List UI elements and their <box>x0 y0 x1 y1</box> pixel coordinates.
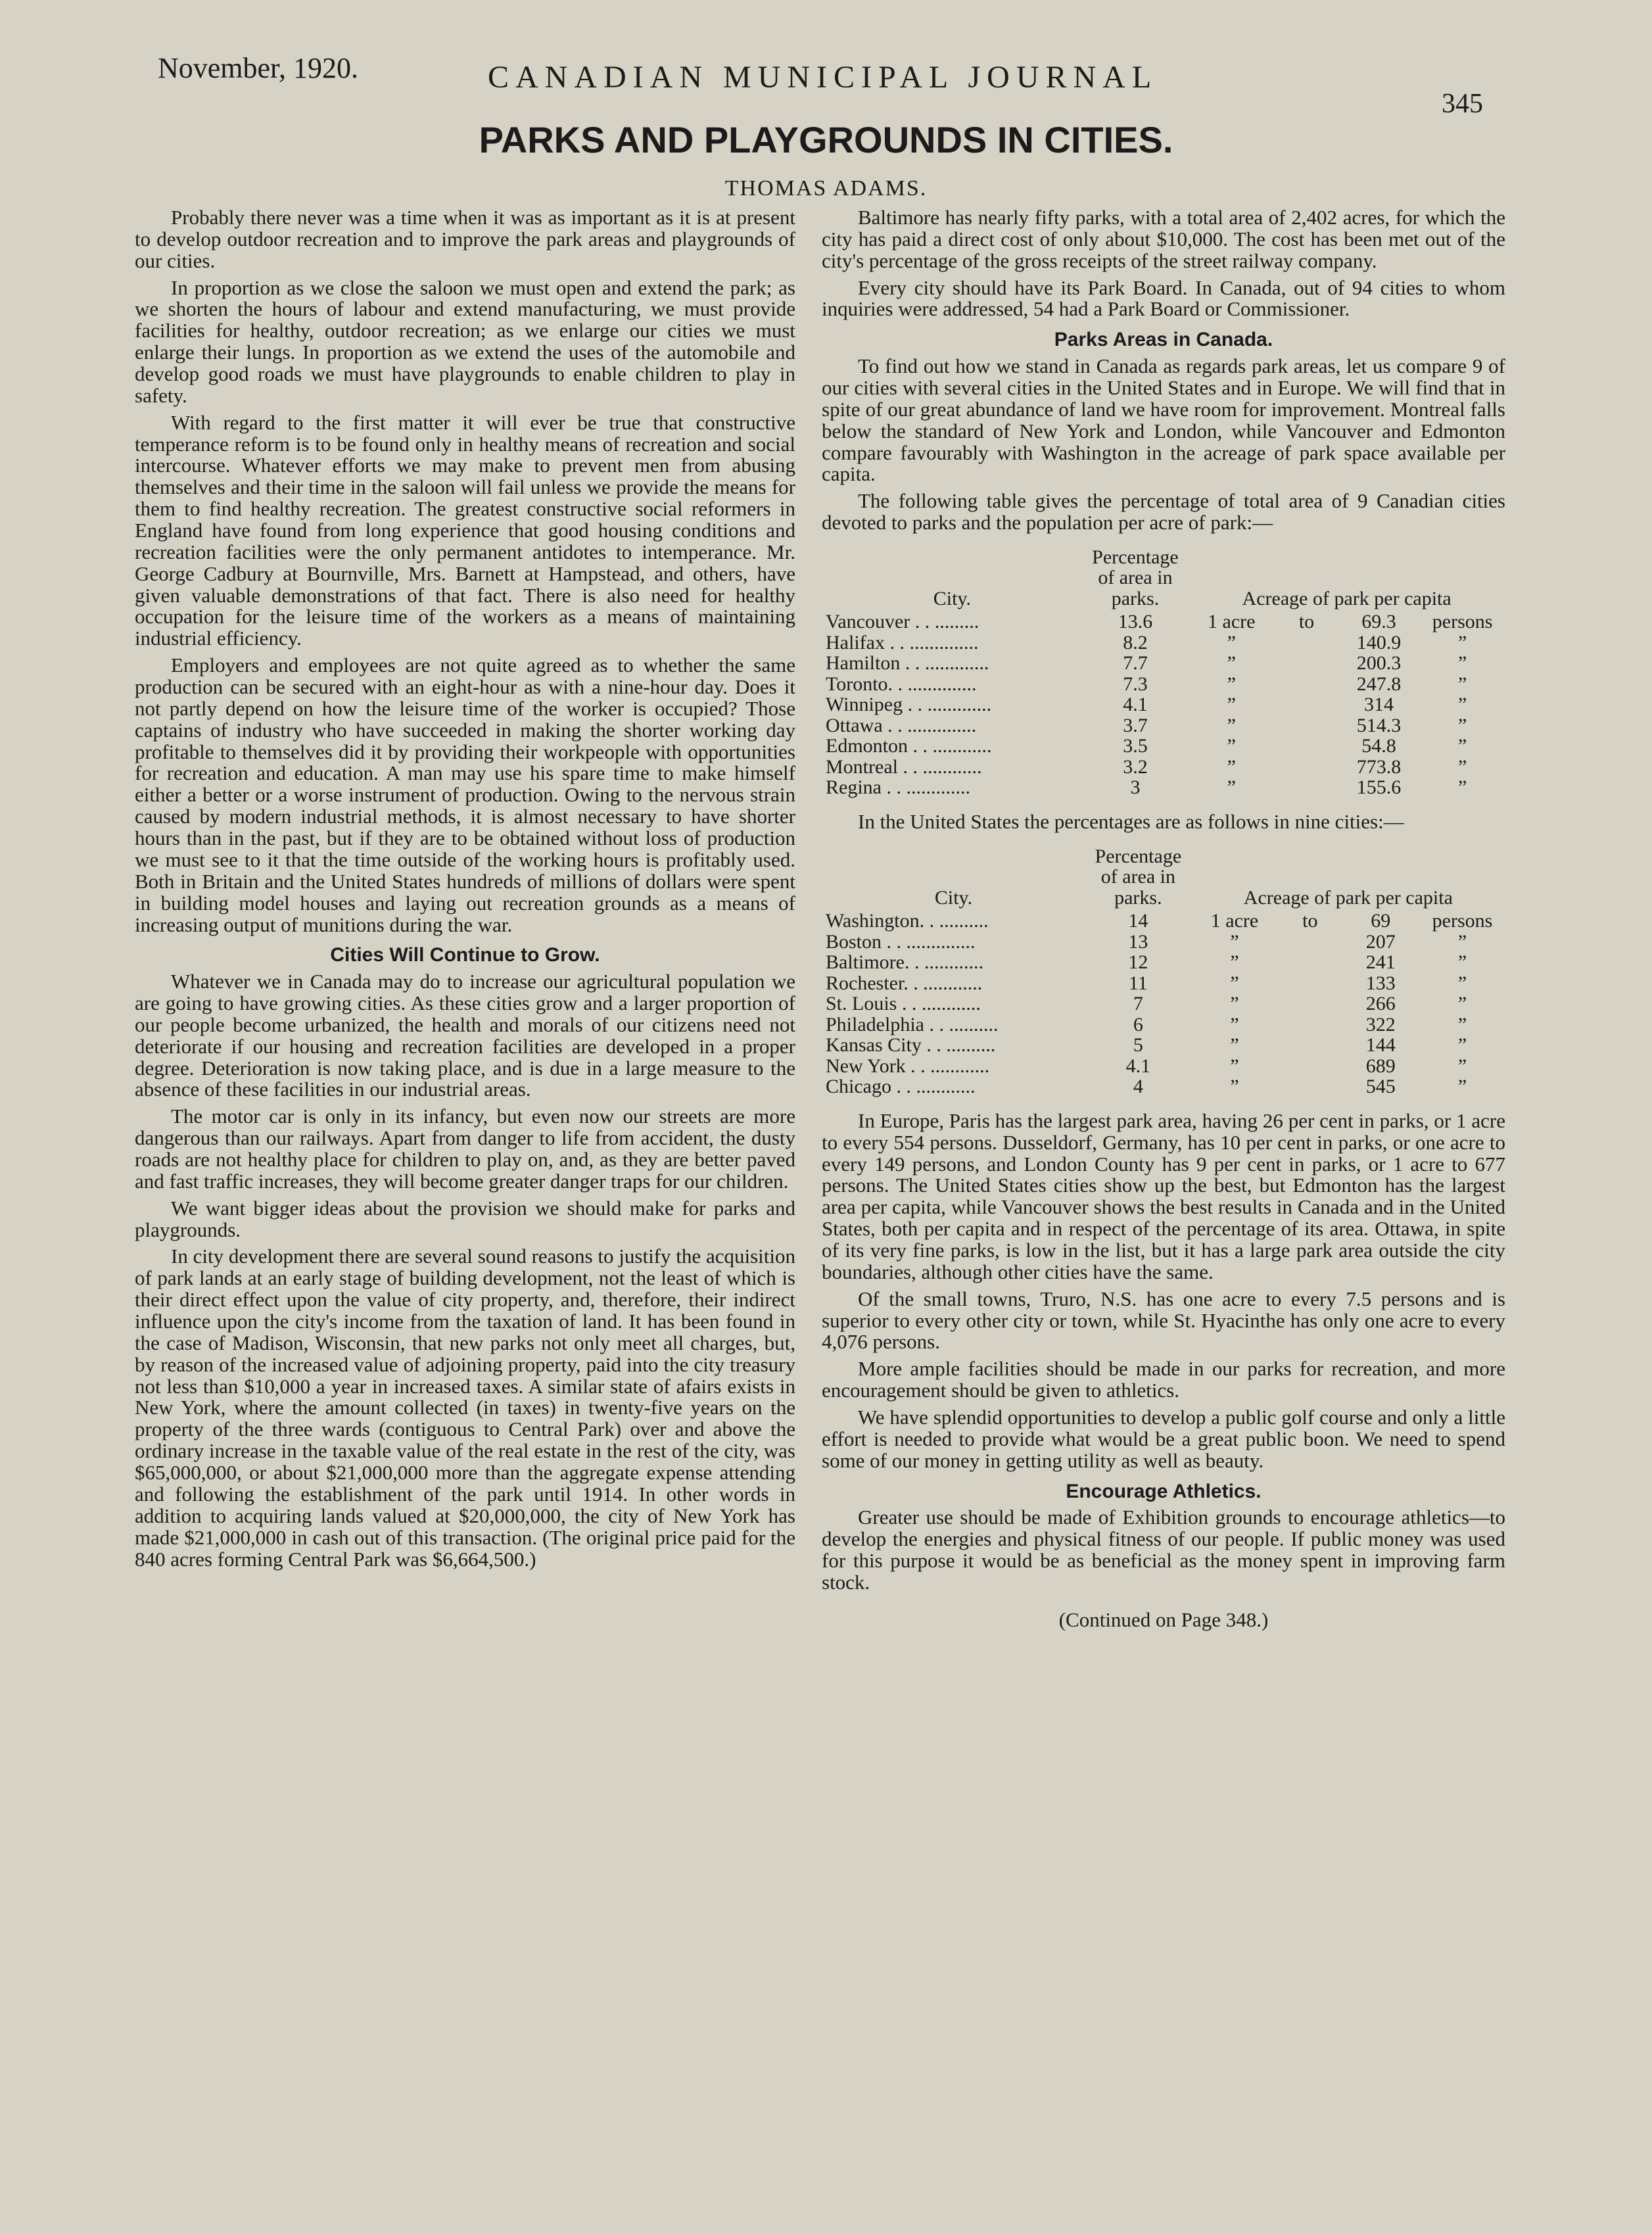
cell-persons: 69.3 <box>1361 611 1396 633</box>
cell-persons-label: ” <box>1457 930 1467 953</box>
cell-acre: ” <box>1227 631 1236 654</box>
cell-city: Rochester. . ............ <box>826 972 983 994</box>
cell-persons: 247.8 <box>1356 673 1402 695</box>
table-row <box>822 653 1505 674</box>
cell-percentage: 5 <box>1133 1034 1143 1057</box>
cell-persons-label: ” <box>1457 993 1467 1015</box>
cell-persons-label: ” <box>1457 735 1467 757</box>
table-row <box>822 715 1505 736</box>
page-number: 345 <box>1442 89 1483 119</box>
paragraph: The motor car is only in its infancy, but even now our streets are more dangerous than our railways. Apart from danger to life from accident, the dusty roads are not healthy place for children to play on, and, as they are better paved and fast traffic increases, they will become greater danger traps for our children. <box>135 1105 795 1193</box>
table-row <box>822 1056 1505 1077</box>
cell-to <box>1278 1076 1342 1097</box>
cell-percentage: 6 <box>1133 1013 1143 1035</box>
cell-city: Kansas City . . .......... <box>826 1034 996 1057</box>
cell-to <box>1275 715 1338 736</box>
cell-percentage: 3.7 <box>1123 714 1148 736</box>
left-column <box>135 207 795 1575</box>
table-row <box>822 777 1505 798</box>
cell-percentage: 14 <box>1128 910 1148 932</box>
cell-persons-label: ” <box>1457 972 1467 994</box>
cell-city: Philadelphia . . .......... <box>826 1013 999 1035</box>
cell-to: to <box>1302 910 1318 932</box>
cell-to <box>1275 757 1338 778</box>
cell-percentage: 7.7 <box>1123 652 1148 675</box>
cell-persons-label: ” <box>1457 652 1467 675</box>
cell-persons-label: ” <box>1457 951 1467 974</box>
cell-city: St. Louis . . ............ <box>826 993 981 1015</box>
cell-percentage: 4.1 <box>1123 694 1148 716</box>
paragraph: In city development there are several sound reasons to justify the acquisition of park lands at an early stage of building development, not the least of which is their direct effect upon the value of city property, and, therefore, their indirect influence upon the city's income from the taxation of land. It has been found in the case of Madison, Wisconsin, that new parks not only meet all charges, but, by reason of the increased value of adjoining property, paid into the city treasury not less than $10,000 a year in increased taxes. A similar state of afairs exists in New York, where the amount collected (in taxes) in twenty-five years on the property of the three wards (contiguous to Central Park) over and above the ordinary increase in the taxable value of the real estate in the rest of the city, was $65,000,000, or about $21,000,000 more than the aggregate expense attending and following the establishment of the park until 1914. In other words in addition to acquiring lands valued at $20,000,000, the city of New York has made $21,000,000 in cash out of this transaction. (The original price paid for the 840 acres forming Central Park was $6,664,500.) <box>135 1245 795 1571</box>
cell-acre: ” <box>1230 1076 1239 1098</box>
table-row <box>822 757 1505 778</box>
section-heading: Encourage Athletics. <box>1066 1480 1262 1502</box>
cell-acre: ” <box>1227 652 1236 675</box>
cell-to <box>1278 973 1342 994</box>
cell-to: to <box>1298 611 1315 633</box>
table-header-city: City. <box>933 587 971 609</box>
cell-acre: ” <box>1230 1055 1239 1077</box>
paragraph: Baltimore has nearly fifty parks, with a total area of 2,402 acres, for which the city has paid a direct cost of only about $10,000. The cost has been met out of the city's percentage of the gross receipts of the street railway company. <box>822 206 1505 272</box>
cell-city: Vancouver . . ......... <box>826 611 979 633</box>
table-header-acreage: Acreage of park per capita <box>1242 587 1451 609</box>
cell-persons: 54.8 <box>1361 735 1396 757</box>
cell-persons-label: ” <box>1457 694 1467 716</box>
cell-acre: ” <box>1227 673 1236 695</box>
cell-persons-label: ” <box>1457 776 1467 799</box>
cell-to <box>1278 952 1342 973</box>
cell-persons: 689 <box>1365 1055 1396 1077</box>
cell-acre: ” <box>1227 755 1236 778</box>
cell-persons: 266 <box>1365 993 1396 1015</box>
paragraph: In proportion as we close the saloon we must open and extend the park; as we shorten the hours of labour and extend manufacturing, we must provide facilities for healthy, outdoor recreation; as we enlarge our cities we must enlarge their lungs. In proportion as we extend the uses of the automobile and develop good roads we must have playgrounds to enable children to play in safety. <box>135 275 795 407</box>
cell-city: New York . . ............ <box>826 1055 990 1077</box>
cell-acre: ” <box>1227 714 1236 736</box>
canada-parks-table <box>822 547 1505 798</box>
article-author: THOMAS ADAMS. <box>724 176 928 201</box>
table-row <box>822 694 1505 715</box>
cell-percentage: 4 <box>1133 1076 1143 1098</box>
cell-persons-label: ” <box>1457 1055 1467 1077</box>
cell-acre: 1 acre <box>1210 910 1259 932</box>
cell-to <box>1278 1014 1342 1035</box>
cell-percentage: 12 <box>1128 951 1148 974</box>
right-column <box>822 207 1505 1631</box>
cell-to <box>1275 694 1338 715</box>
cell-persons-label: ” <box>1457 714 1467 736</box>
cell-percentage: 13.6 <box>1118 611 1153 633</box>
cell-persons: 773.8 <box>1356 755 1402 778</box>
article-title: PARKS AND PLAYGROUNDS IN CITIES. <box>479 119 1173 160</box>
cell-city: Edmonton . . ............ <box>826 735 992 757</box>
cell-to <box>1275 736 1338 757</box>
paragraph: Employers and employees are not quite agreed as to whether the same production can be secured with an eight-hour as with a nine-hour day. Does it not partly depend on how the leisure time of the worker is occupied? Those captains of industry who have succeeded in making the shorter working day profitable to themselves did it by providing their workpeople with opportunities for recreation and education. A man may use his spare time to make himself either a better or a worse instrument of production. Owing to the nervous strain caused by modern industrial methods, it is almost necessary to have shorter hours than in the past, but if they are to be obtained without loss of production we must see to it that the time outside of the working hours is profitably used. Both in Britain and the United States hundreds of millions of dollars were spent in building model houses and laying out recreation grounds as a means of increasing output of munitions during the war. <box>135 654 795 936</box>
cell-acre: ” <box>1230 1034 1239 1057</box>
cell-percentage: 4.1 <box>1125 1055 1151 1077</box>
cell-city: Toronto. . .............. <box>826 673 977 695</box>
table-header-city: City. <box>934 886 973 909</box>
cell-persons: 133 <box>1365 972 1396 994</box>
cell-persons-label: persons <box>1432 910 1493 932</box>
paragraph: More ample facilities should be made in our parks for recreation, and more encouragement should be given to athletics. <box>822 1357 1505 1402</box>
table-row <box>822 932 1505 953</box>
issue-date: November, 1920. <box>158 52 358 84</box>
table-row <box>822 1014 1505 1035</box>
cell-acre: ” <box>1230 972 1239 994</box>
cell-acre: ” <box>1230 1013 1239 1035</box>
paragraph: With regard to the first matter it will ever be true that constructive temperance reform is to be found only in healthy means of recreation and social intercourse. Whatever efforts we may make to prevent men from abusing themselves and their time in the saloon will fail unless we provide the means for them to find healthy recreation. The greatest constructive social reformers in England have found from long experience that good housing conditions and recreation facilities were the only permanent antidotes to intemperance. Mr. George Cadbury at Bournville, Mrs. Barnett at Hampstead, and others, have given valuable demonstrations of that fact. There is also need for healthy occupation for the leisure time of the workers as a means of maintaining industrial efficiency. <box>135 410 795 650</box>
paragraph: The following table gives the percentage of total area of 9 Canadian cities devoted to parks and the population per acre of park:— <box>822 489 1505 535</box>
cell-city: Ottawa . . .............. <box>826 714 977 736</box>
cell-persons-label: ” <box>1457 755 1467 778</box>
table-row <box>822 736 1505 757</box>
cell-city: Chicago . . ............ <box>826 1076 976 1098</box>
paragraph: Greater use should be made of Exhibition grounds to encourage athletics—to develop the energies and physical fitness of our people. If public money was used for this purpose it would be as beneficial as the money spent in improving farm stock. <box>822 1506 1505 1594</box>
cell-persons-label: ” <box>1457 631 1467 654</box>
table-row <box>822 674 1505 695</box>
cell-city: Winnipeg . . ............. <box>826 694 992 716</box>
cell-persons-label: ” <box>1457 1076 1467 1098</box>
cell-percentage: 11 <box>1128 972 1148 994</box>
table-row <box>822 1035 1505 1056</box>
cell-persons: 155.6 <box>1356 776 1402 799</box>
table-row <box>822 632 1505 654</box>
cell-percentage: 7 <box>1133 993 1143 1015</box>
journal-title: CANADIAN MUNICIPAL JOURNAL <box>488 60 1158 95</box>
cell-city: Montreal . . ............ <box>826 755 982 778</box>
paragraph: We have splendid opportunities to develop a public golf course and only a little effort is needed to provide what would be a great public boon. We need to spend some of our money in getting utility as well as beauty. <box>822 1406 1505 1472</box>
paragraph: Probably there never was a time when it was as important as it is at present to develop outdoor recreation and to improve the park areas and playgrounds of our cities. <box>135 206 795 272</box>
cell-acre: ” <box>1230 930 1239 953</box>
cell-percentage: 8.2 <box>1123 631 1148 654</box>
paragraph: To find out how we stand in Canada as regards park areas, let us compare 9 of our cities with several cities in the United States and in Europe. We will find that in spite of our great abundance of land we have room for improvement. Montreal falls below the standard of New York and London, while Vancouver and Edmonton compare favourably with Washington in the acreage of park space available per capita. <box>822 354 1505 486</box>
table-row <box>822 1076 1505 1097</box>
section-heading: Parks Areas in Canada. <box>1054 329 1273 351</box>
continued-note: (Continued on Page 348.) <box>1058 1607 1269 1631</box>
cell-city: Halifax . . .............. <box>826 631 979 654</box>
cell-percentage: 3 <box>1130 776 1141 799</box>
paragraph: Of the small towns, Truro, N.S. has one acre to every 7.5 persons and is superior to every other city or town, while St. Hyacinthe has only one acre to every 4,076 persons. <box>822 1287 1505 1354</box>
cell-persons-label: ” <box>1457 1034 1467 1057</box>
table-header-acreage: Acreage of park per capita <box>1243 886 1453 909</box>
cell-persons-label: ” <box>1457 1013 1467 1035</box>
table-row <box>822 993 1505 1014</box>
cell-to <box>1278 1035 1342 1056</box>
cell-persons: 144 <box>1365 1034 1396 1057</box>
cell-to <box>1275 653 1338 674</box>
cell-acre: ” <box>1227 735 1236 757</box>
cell-city: Baltimore. . ............ <box>826 951 983 974</box>
cell-to <box>1278 993 1342 1014</box>
paragraph: Every city should have its Park Board. In Canada, out of 94 cities to whom inquiries were addressed, 54 had a Park Board or Commissioner. <box>822 275 1505 321</box>
section-heading: Cities Will Continue to Grow. <box>330 944 600 966</box>
paragraph: Whatever we in Canada may do to increase our agricultural population we are going to have growing cities. As these cities grow and a larger proportion of our people become urbanized, the health and morals of our citizens need not deteriorate if our housing and recreation facilities are developed in a proper degree. Deterioration is now taking place, and is due in a large measure to the absence of these facilities in our industrial areas. <box>135 970 795 1101</box>
paragraph: We want bigger ideas about the provision we should make for parks and playgrounds. <box>135 1196 795 1241</box>
cell-acre: ” <box>1227 776 1236 799</box>
cell-persons: 69 <box>1371 910 1391 932</box>
cell-persons-label: ” <box>1457 673 1467 695</box>
cell-acre: 1 acre <box>1208 611 1256 633</box>
cell-to <box>1278 1056 1342 1077</box>
cell-persons: 514.3 <box>1356 714 1402 736</box>
cell-acre: ” <box>1227 694 1236 716</box>
cell-percentage: 13 <box>1128 930 1148 953</box>
table-row <box>822 611 1505 632</box>
cell-percentage: 3.2 <box>1123 755 1148 778</box>
cell-to <box>1275 674 1338 695</box>
cell-percentage: 3.5 <box>1123 735 1148 757</box>
cell-to <box>1275 777 1338 798</box>
table-row <box>822 973 1505 994</box>
cell-persons: 207 <box>1365 930 1396 953</box>
cell-city: Washington. . .......... <box>826 910 989 932</box>
paragraph: In the United States the percentages are as follows in nine cities:— <box>858 809 1404 833</box>
cell-to <box>1278 932 1342 953</box>
cell-city: Boston . . .............. <box>826 930 976 953</box>
cell-persons: 314 <box>1363 694 1394 716</box>
table-header-percentage: Percentage of area in parks. <box>1095 845 1182 909</box>
cell-persons: 241 <box>1365 951 1396 974</box>
table-row <box>822 952 1505 973</box>
cell-persons: 322 <box>1365 1013 1396 1035</box>
cell-persons: 140.9 <box>1356 631 1402 654</box>
cell-city: Regina . . ............. <box>826 776 970 799</box>
cell-acre: ” <box>1230 951 1239 974</box>
cell-acre: ” <box>1230 993 1239 1015</box>
table-row <box>822 911 1505 932</box>
cell-percentage: 7.3 <box>1123 673 1148 695</box>
page-header <box>0 51 1652 117</box>
cell-persons: 200.3 <box>1356 652 1402 675</box>
cell-city: Hamilton . . ............. <box>826 652 989 675</box>
cell-persons: 545 <box>1365 1076 1396 1098</box>
us-parks-table <box>822 846 1505 1097</box>
paragraph: In Europe, Paris has the largest park area, having 26 per cent in parks, or 1 acre to every 554 persons. Dusseldorf, Germany, has 10 per cent in parks, or one acre to every 149 persons, and London County has 9 per cent in parks, or 1 acre to 677 persons. The United States cities show up the best, but Edmonton has the largest area per capita, while Vancouver shows the best results in Canada and in the United States, both per capita and in respect of the percentage of its area. Ottawa, in spite of its very fine parks, is low in the list, but it has a large park area outside the city boundaries, although other cities have the same. <box>822 1108 1505 1283</box>
cell-to <box>1275 632 1338 654</box>
table-header-percentage: Percentage of area in parks. <box>1092 546 1179 609</box>
cell-persons-label: persons <box>1432 611 1493 633</box>
